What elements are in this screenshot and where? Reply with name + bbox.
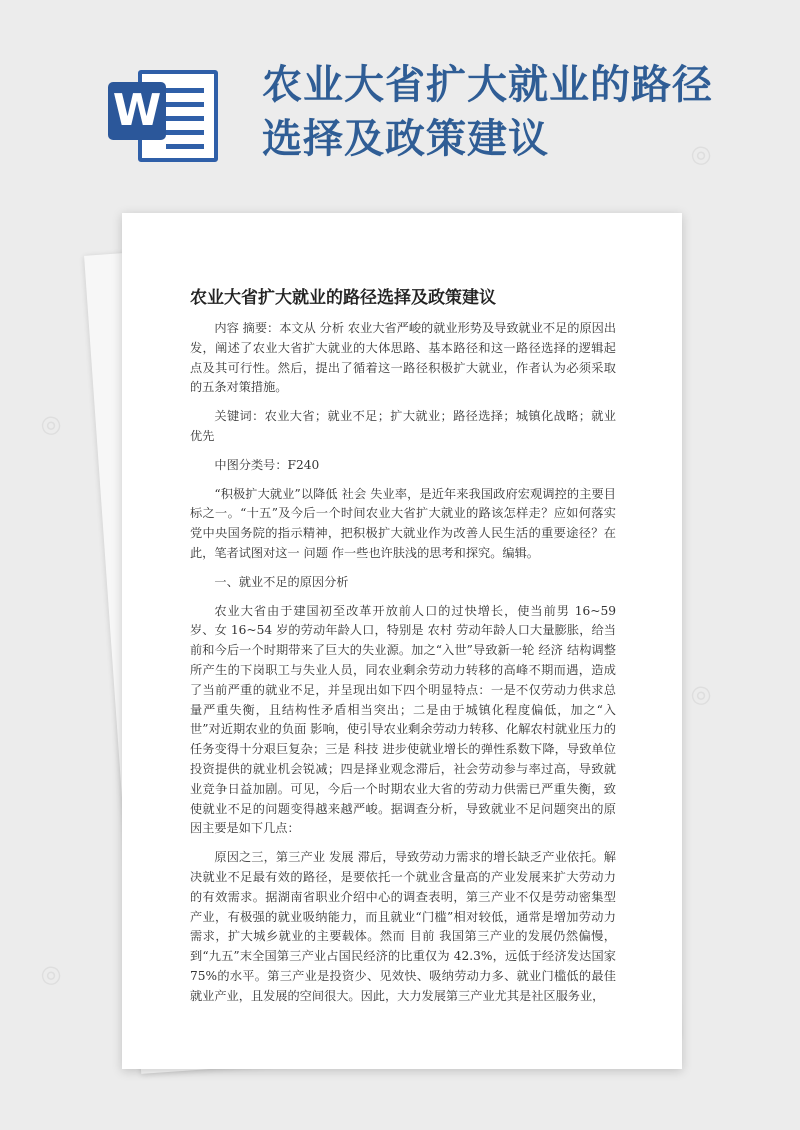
section-heading: 一、就业不足的原因分析 [214,574,349,589]
keywords-paragraph: 关键词：农业大省；就业不足；扩大就业；路径选择；城镇化战略；就业优先 [190,409,616,443]
abstract-paragraph: 内容 摘要：本文从 分析 农业大省严峻的就业形势及导致就业不足的原因出发，阐述了农业大省扩大就业的大体思路、基本路径和这一路径选择的逻辑起点及其可行性。然后，提出了循着这一路径积极扩大就业，作者认为必须采取的五条对策措施。 [190,321,617,395]
word-letter-tile: W [108,82,166,140]
word-document-icon [108,60,218,160]
document-title: 农业大省扩大就业的路径选择及政策建议 [190,288,496,308]
watermark-icon: ◎ [36,407,65,441]
document-body [190,319,616,1016]
watermark-icon: ◎ [686,137,715,171]
body-paragraph: 农业大省由于建国初至改革开放前人口的过快增长，使当前男 16~59 岁、女 16~54 岁的劳动年龄人口，特别是 农村 劳动年龄人口大量膨胀，给当前和今后一个时期带来了巨大的失业源。加之“入世”导致新一轮 经济 结构调整所产生的下岗职工与失业人员，同农业剩余劳动力转移的高峰不期而遇，造成了当前严重的就业不足，并呈现出如下四个明显特点：一是不仅劳动力供求总量严重失衡，且结构性矛盾相当突出；二是由于城镇化程度偏低，加之“入世”对近期农业的负面 影响，使引导农业剩余劳动力转移、化解农村就业压力的任务变得十分艰巨复杂；三是 科技 进步使就业增长的弹性系数下降，导致单位投资提供的就业机会锐减；四是择业观念滞后，社会劳动参与率过高，导致就业竞争日益加剧。可见，今后一个时期农业大省的劳动力供需已严重失衡，致使就业不足的问题变得越来越严峻。据调查分析，导致就业不足问题突出的原因主要是如下几点： [190,603,616,836]
body-paragraph: 原因之三，第三产业 发展 滞后，导致劳动力需求的增长缺乏产业依托。解决就业不足最有效的路径，是要依托一个就业含量高的产业发展来扩大劳动力的有效需求。据湖南省职业介绍中心的调查表明，第三产业不仅是劳动密集型产业，有极强的就业吸纳能力，而且就业“门槛”相对较低，通常是增加劳动力需求，扩大城乡就业的主要载体。然而 目前 我国第三产业的发展仍然偏慢，到“九五”末全国第三产业占国民经济的比重仅为 42.3%，远低于经济发达国家 75%的水平。第三产业是投资少、见效快、吸纳劳动力多、就业门槛低的最佳就业产业，且发展的空间很大。因此，大力发展第三产业尤其是社区服务业， [190,850,616,1003]
watermark-icon: ◎ [686,677,715,711]
intro-paragraph: “积极扩大就业”以降低 社会 失业率，是近年来我国政府宏观调控的主要目标之一。“十五”及今后一个时间农业大省扩大就业的路该怎样走？应如何落实党中央国务院的指示精神，把积极扩大就业作为改善人民生活的重要途径？在此，笔者试图对这一 问题 作一些也许肤浅的思考和探究。编辑。 [190,486,616,560]
banner-title: 农业大省扩大就业的路径选择及政策建议 [262,62,713,162]
header-banner [0,0,800,200]
document-page [122,213,682,1069]
classification-number: 中图分类号：F240 [214,457,320,472]
watermark-icon: ◎ [36,957,65,991]
